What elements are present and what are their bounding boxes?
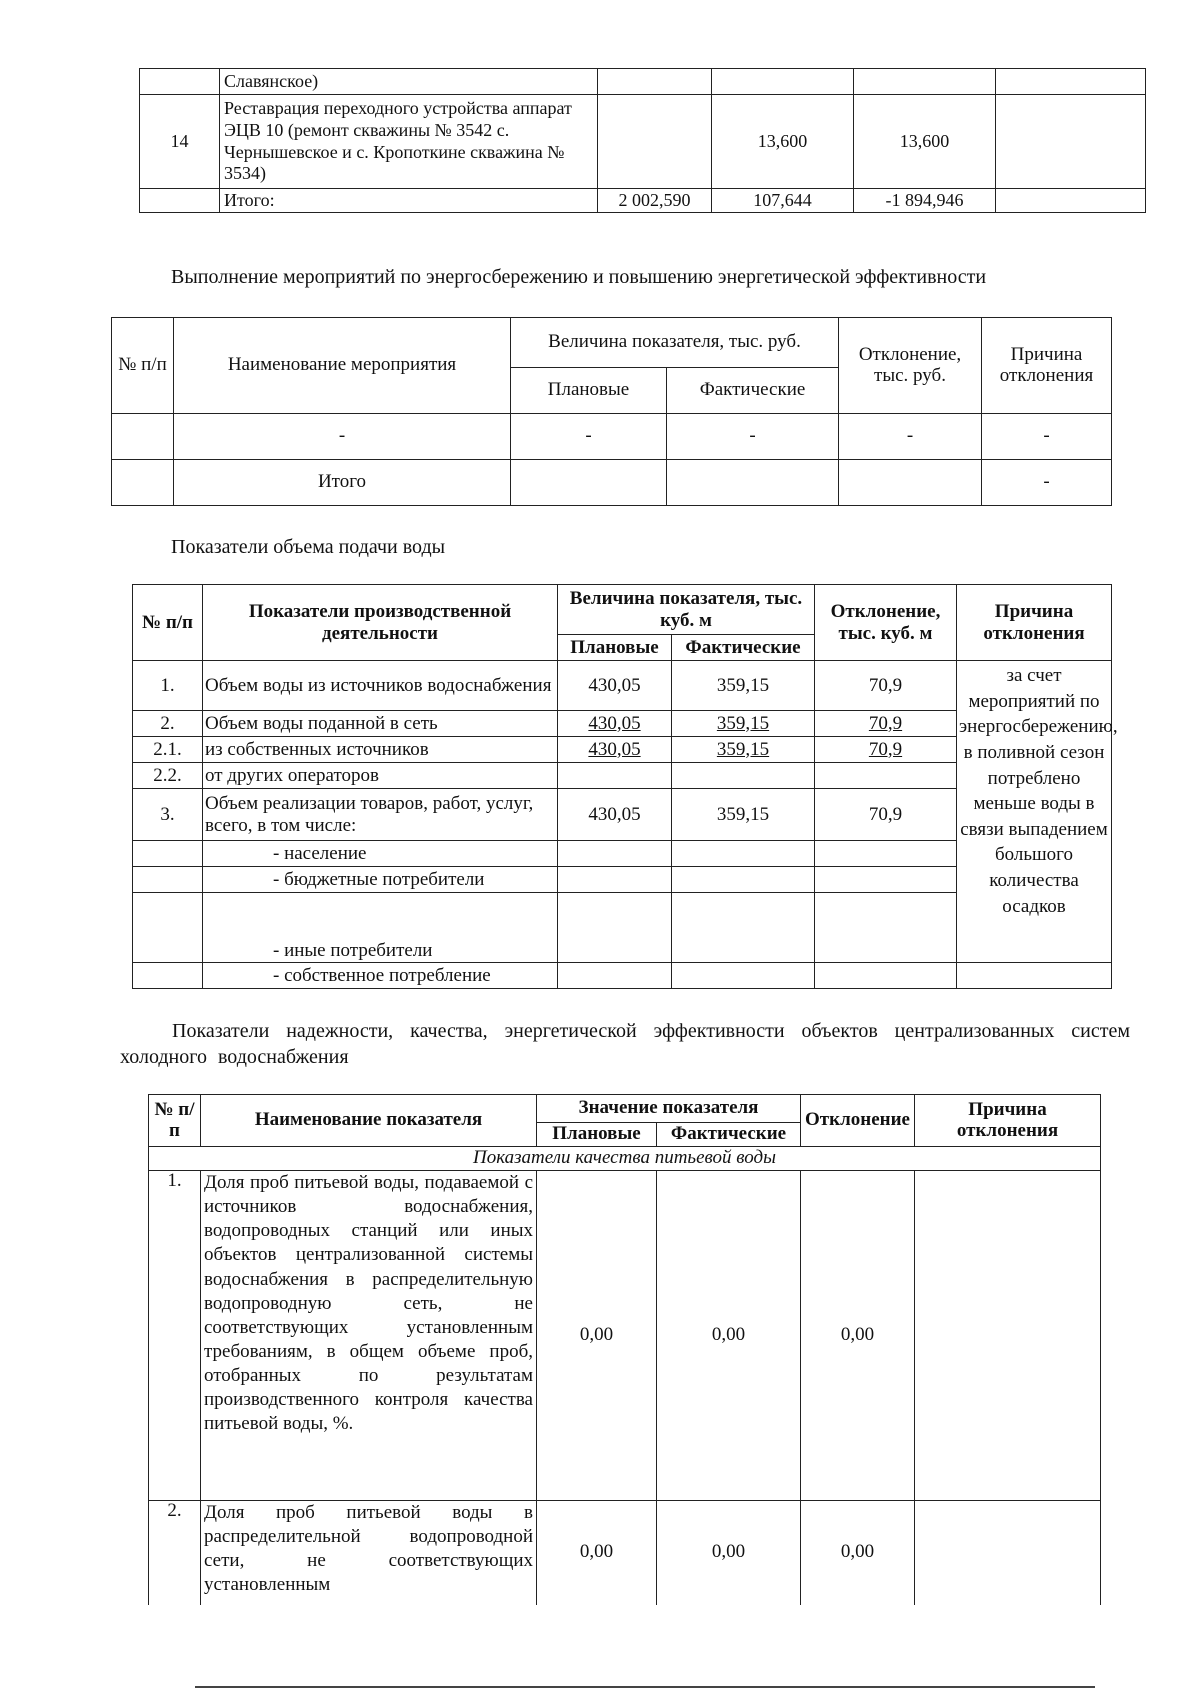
- col-header-fact: Фактические: [667, 368, 839, 414]
- row-number: [140, 69, 220, 95]
- col-header-deviation: Отклонение, тыс. руб.: [839, 318, 982, 414]
- fact-value: -: [667, 414, 839, 460]
- plan-value: 430,05: [558, 661, 672, 711]
- plan-value: -: [511, 414, 667, 460]
- fact-value: 359,15: [672, 711, 815, 737]
- row-number: 3.: [133, 789, 203, 841]
- table-row: [140, 95, 1146, 189]
- fact-value: 13,600: [712, 95, 854, 189]
- indicator-name: Доля проб питьевой воды, подаваемой с источников водоснабжения, водопроводных станций или иных объектов централизованной системы водоснабжения в распределительную водопроводную сеть, не соответствующих установленным требованиям, в общем объеме проб, отобранных по результатам производственного контроля качества питьевой воды, %.: [201, 1171, 537, 1501]
- row-number: 2.: [133, 711, 203, 737]
- plan-value: 430,05: [558, 737, 672, 763]
- col-header-plan: Плановые: [511, 368, 667, 414]
- plan-value: 0,00: [537, 1171, 657, 1501]
- section-title-energy-saving: Выполнение мероприятий по энергосбережению и повышению энергетической эффективности: [171, 266, 987, 288]
- subheader-drinking-water-quality: Показатели качества питьевой воды: [149, 1147, 1101, 1171]
- plan-value: [511, 460, 667, 506]
- col-header-name: Наименование показателя: [201, 1095, 537, 1147]
- deviation-reason: за счет мероприятий по энергосбережению, в поливной сезон потреблено меньше воды в связи выпадением большого количества осадков: [957, 661, 1112, 963]
- row-number: 2.1.: [133, 737, 203, 763]
- row-number: [133, 963, 203, 989]
- deviation-value: [815, 963, 957, 989]
- subheader-row: [149, 1147, 1101, 1171]
- fact-value: [672, 841, 815, 867]
- table-row: [133, 963, 1112, 989]
- fact-value: [667, 460, 839, 506]
- row-number: 1.: [149, 1171, 201, 1501]
- event-name: -: [174, 414, 511, 460]
- col-header-plan: Плановые: [558, 635, 672, 661]
- col-header-num: № п/п: [112, 318, 174, 414]
- deviation-value: [815, 893, 957, 963]
- reason-cell: [957, 963, 1112, 989]
- fact-value: 359,15: [672, 789, 815, 841]
- col-header-deviation: Отклонение: [801, 1095, 915, 1147]
- row-number: [133, 841, 203, 867]
- fact-value: [672, 763, 815, 789]
- table-row: [149, 1171, 1101, 1501]
- table-row: [133, 661, 1112, 711]
- deviation-value: 70,9: [815, 789, 957, 841]
- deviation-value: 70,9: [815, 737, 957, 763]
- total-label: Итого: [174, 460, 511, 506]
- indicator-name: Объем воды из источников водоснабжения: [203, 661, 558, 711]
- row-number: [112, 460, 174, 506]
- plan-value: 430,05: [558, 711, 672, 737]
- deviation-value: -: [839, 414, 982, 460]
- fact-value: 107,644: [712, 189, 854, 213]
- row-number: 1.: [133, 661, 203, 711]
- reason-cell: -: [982, 414, 1112, 460]
- deviation-value: 13,600: [854, 95, 996, 189]
- col-header-num: № п/п: [149, 1095, 201, 1147]
- col-header-plan: Плановые: [537, 1123, 657, 1147]
- deviation-value: 0,00: [801, 1501, 915, 1605]
- event-name: Славянское): [220, 69, 598, 95]
- plan-value: 2 002,590: [598, 189, 712, 213]
- col-header-value: Значение показателя: [537, 1095, 801, 1123]
- reason-cell: [915, 1171, 1101, 1501]
- plan-value: 0,00: [537, 1501, 657, 1605]
- deviation-value: [815, 867, 957, 893]
- indicator-name: Объем воды поданной в сеть: [203, 711, 558, 737]
- row-number: [133, 867, 203, 893]
- row-number: 2.2.: [133, 763, 203, 789]
- plan-value: [598, 69, 712, 95]
- deviation-value: -1 894,946: [854, 189, 996, 213]
- water-supply-table: [132, 584, 1118, 989]
- col-header-fact: Фактические: [672, 635, 815, 661]
- col-header-fact: Фактические: [657, 1123, 801, 1147]
- reason-cell: [915, 1501, 1101, 1605]
- section-title-water-supply: Показатели объема подачи воды: [171, 536, 446, 558]
- section-title-reliability: Показатели надежности, качества, энергетической эффективности объектов централизованных систем холодного водоснабжения: [120, 1020, 1130, 1068]
- col-header-num: № п/п: [133, 585, 203, 661]
- col-header-name: Показатели производственной деятельности: [203, 585, 558, 661]
- row-number: [140, 189, 220, 213]
- plan-value: [558, 763, 672, 789]
- row-number: 14: [140, 95, 220, 189]
- table-row: [149, 1501, 1101, 1605]
- deviation-value: 0,00: [801, 1171, 915, 1501]
- fact-value: [672, 893, 815, 963]
- reason-cell: -: [982, 460, 1112, 506]
- reliability-quality-table: [148, 1094, 1101, 1605]
- deviation-value: 70,9: [815, 711, 957, 737]
- col-header-reason: Причина отклонения: [915, 1095, 1101, 1147]
- plan-value: [558, 841, 672, 867]
- fact-value: [712, 69, 854, 95]
- deviation-value: 70,9: [815, 661, 957, 711]
- indicator-name: - собственное потребление: [203, 963, 558, 989]
- row-number: [133, 893, 203, 963]
- energy-saving-table: [111, 317, 1112, 506]
- deviation-value: [815, 841, 957, 867]
- indicator-name: Объем реализации товаров, работ, услуг, всего, в том числе:: [203, 789, 558, 841]
- fact-value: 0,00: [657, 1501, 801, 1605]
- indicator-name: Доля проб питьевой воды в распределительной водопроводной сети, не соответствующих установленным: [201, 1501, 537, 1605]
- header-row: [112, 318, 1112, 368]
- event-name: Реставрация переходного устройства аппарат ЭЦВ 10 (ремонт скважины № 3542 с. Чернышевское и с. Кропоткине скважина № 3534): [220, 95, 598, 189]
- table-row: [140, 69, 1146, 95]
- plan-value: [558, 893, 672, 963]
- capex-continuation-table: [139, 68, 1146, 213]
- reason-cell: [996, 95, 1146, 189]
- col-header-value: Величина показателя, тыс. куб. м: [558, 585, 815, 635]
- header-row: [133, 585, 1112, 635]
- deviation-value: [854, 69, 996, 95]
- row-number: [112, 414, 174, 460]
- indicator-name: - население: [203, 841, 558, 867]
- fact-value: [672, 867, 815, 893]
- deviation-value: [839, 460, 982, 506]
- col-header-name: Наименование мероприятия: [174, 318, 511, 414]
- plan-value: [598, 95, 712, 189]
- indicator-name: от других операторов: [203, 763, 558, 789]
- indicator-name: - иные потребители: [203, 893, 558, 963]
- header-row: [149, 1095, 1101, 1123]
- footer-divider: [195, 1686, 1095, 1688]
- fact-value: 359,15: [672, 737, 815, 763]
- total-label: Итого:: [220, 189, 598, 213]
- indicator-name: из собственных источников: [203, 737, 558, 763]
- deviation-value: [815, 763, 957, 789]
- indicator-name: - бюджетные потребители: [203, 867, 558, 893]
- fact-value: [672, 963, 815, 989]
- table-row: [112, 414, 1112, 460]
- reason-cell: [996, 189, 1146, 213]
- col-header-reason: Причина отклонения: [957, 585, 1112, 661]
- row-number: 2.: [149, 1501, 201, 1605]
- col-header-deviation: Отклонение, тыс. куб. м: [815, 585, 957, 661]
- fact-value: 0,00: [657, 1171, 801, 1501]
- plan-value: [558, 963, 672, 989]
- plan-value: [558, 867, 672, 893]
- total-row: [140, 189, 1146, 213]
- col-header-value: Величина показателя, тыс. руб.: [511, 318, 839, 368]
- plan-value: 430,05: [558, 789, 672, 841]
- total-row: [112, 460, 1112, 506]
- col-header-reason: Причина отклонения: [982, 318, 1112, 414]
- reason-cell: [996, 69, 1146, 95]
- fact-value: 359,15: [672, 661, 815, 711]
